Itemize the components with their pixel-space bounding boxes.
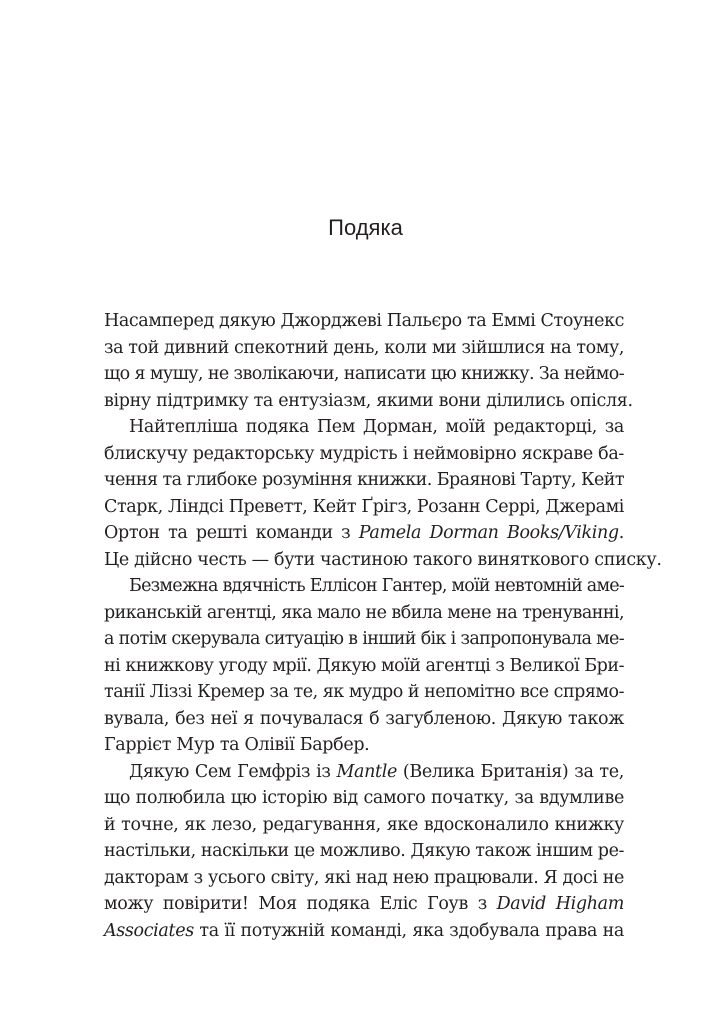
agency-name: Associates — [104, 920, 194, 941]
text-line — [104, 918, 624, 945]
text-line: а потім скерувала ситуацію в інший бік і запропонувала ме- — [104, 629, 624, 649]
publisher-name: Pamela Dorman Books/Viking — [358, 523, 619, 543]
text-segment: . — [618, 523, 624, 543]
text-line: чення та глибоке розуміння книжки. Браянові Тарту, Кейт — [104, 470, 624, 490]
paragraph-4 — [104, 759, 624, 945]
text-line: що я мушу, не зволікаючи, написати цю книжку. За неймо- — [104, 364, 624, 384]
text-segment: Дякую Сем Гемфріз із — [129, 761, 337, 782]
agency-name: David Higham — [496, 894, 625, 914]
text-segment: та її потужній команді, яка здобувала права на — [193, 920, 624, 941]
text-segment: (Велика Британія) за те, — [397, 761, 624, 782]
text-line: настільки, наскільки це можливо. Дякую також іншим ре- — [104, 841, 624, 861]
text-segment: Ортон та решті команди з — [104, 523, 359, 543]
text-line: блискучу редакторську мудрість і неймовірно яскраве ба- — [104, 443, 624, 464]
text-line: що полюбила цю історію від самого початку, за вдумливе — [104, 788, 624, 808]
text-line: Старк, Ліндсі Преветт, Кейт Ґрігз, Розанн Серрі, Джерамі — [104, 496, 624, 517]
text-line: вувала, без неї я почувалася б загубленою. Дякую також — [104, 708, 624, 729]
paragraph-2 — [104, 414, 662, 573]
text-line: Це дійсно честь — бути частиною такого виняткового списку. — [104, 549, 662, 570]
page-title: Подяка — [328, 215, 403, 240]
text-line — [104, 759, 624, 786]
text-line: Насамперед дякую Джорджеві Пальєро та Еммі Стоунекс — [104, 311, 624, 331]
text-line: дакторам з усього світу, які над нею працювали. Я досі не — [104, 867, 624, 888]
text-line — [104, 520, 624, 547]
text-line: ні книжкову угоду мрії. Дякую моїй агентці з Великої Бри- — [104, 655, 624, 676]
text-line: Гаррієт Мур та Олівії Барбер. — [104, 735, 370, 755]
acknowledgements-text — [104, 308, 662, 944]
text-line: й точне, як лезо, редагування, яке вдосконалило книжку — [104, 814, 624, 835]
text-segment: можу повірити! Моя подяка Еліс Гоув з — [104, 894, 497, 914]
text-line: риканській агентці, яка мало не вбила мене на тренуванні, — [104, 602, 624, 623]
text-line: танії Ліззі Кремер за те, як мудро й непомітно все спрямо- — [104, 682, 624, 702]
text-line: Найтепліша подяка Пем Дорман, моїй редакторці, за — [129, 417, 624, 437]
paragraph-3 — [104, 573, 624, 759]
text-line — [104, 891, 624, 918]
publisher-name: Mantle — [336, 761, 397, 782]
paragraph-1 — [104, 308, 633, 414]
text-line: Безмежна вдячність Еллісон Гантер, моїй невтомній аме- — [129, 576, 624, 596]
text-line: вірну підтримку та ентузіазм, якими вони ділились опісля. — [104, 390, 633, 411]
text-line: за той дивний спекотний день, коли ми зійшлися на тому, — [104, 337, 624, 358]
